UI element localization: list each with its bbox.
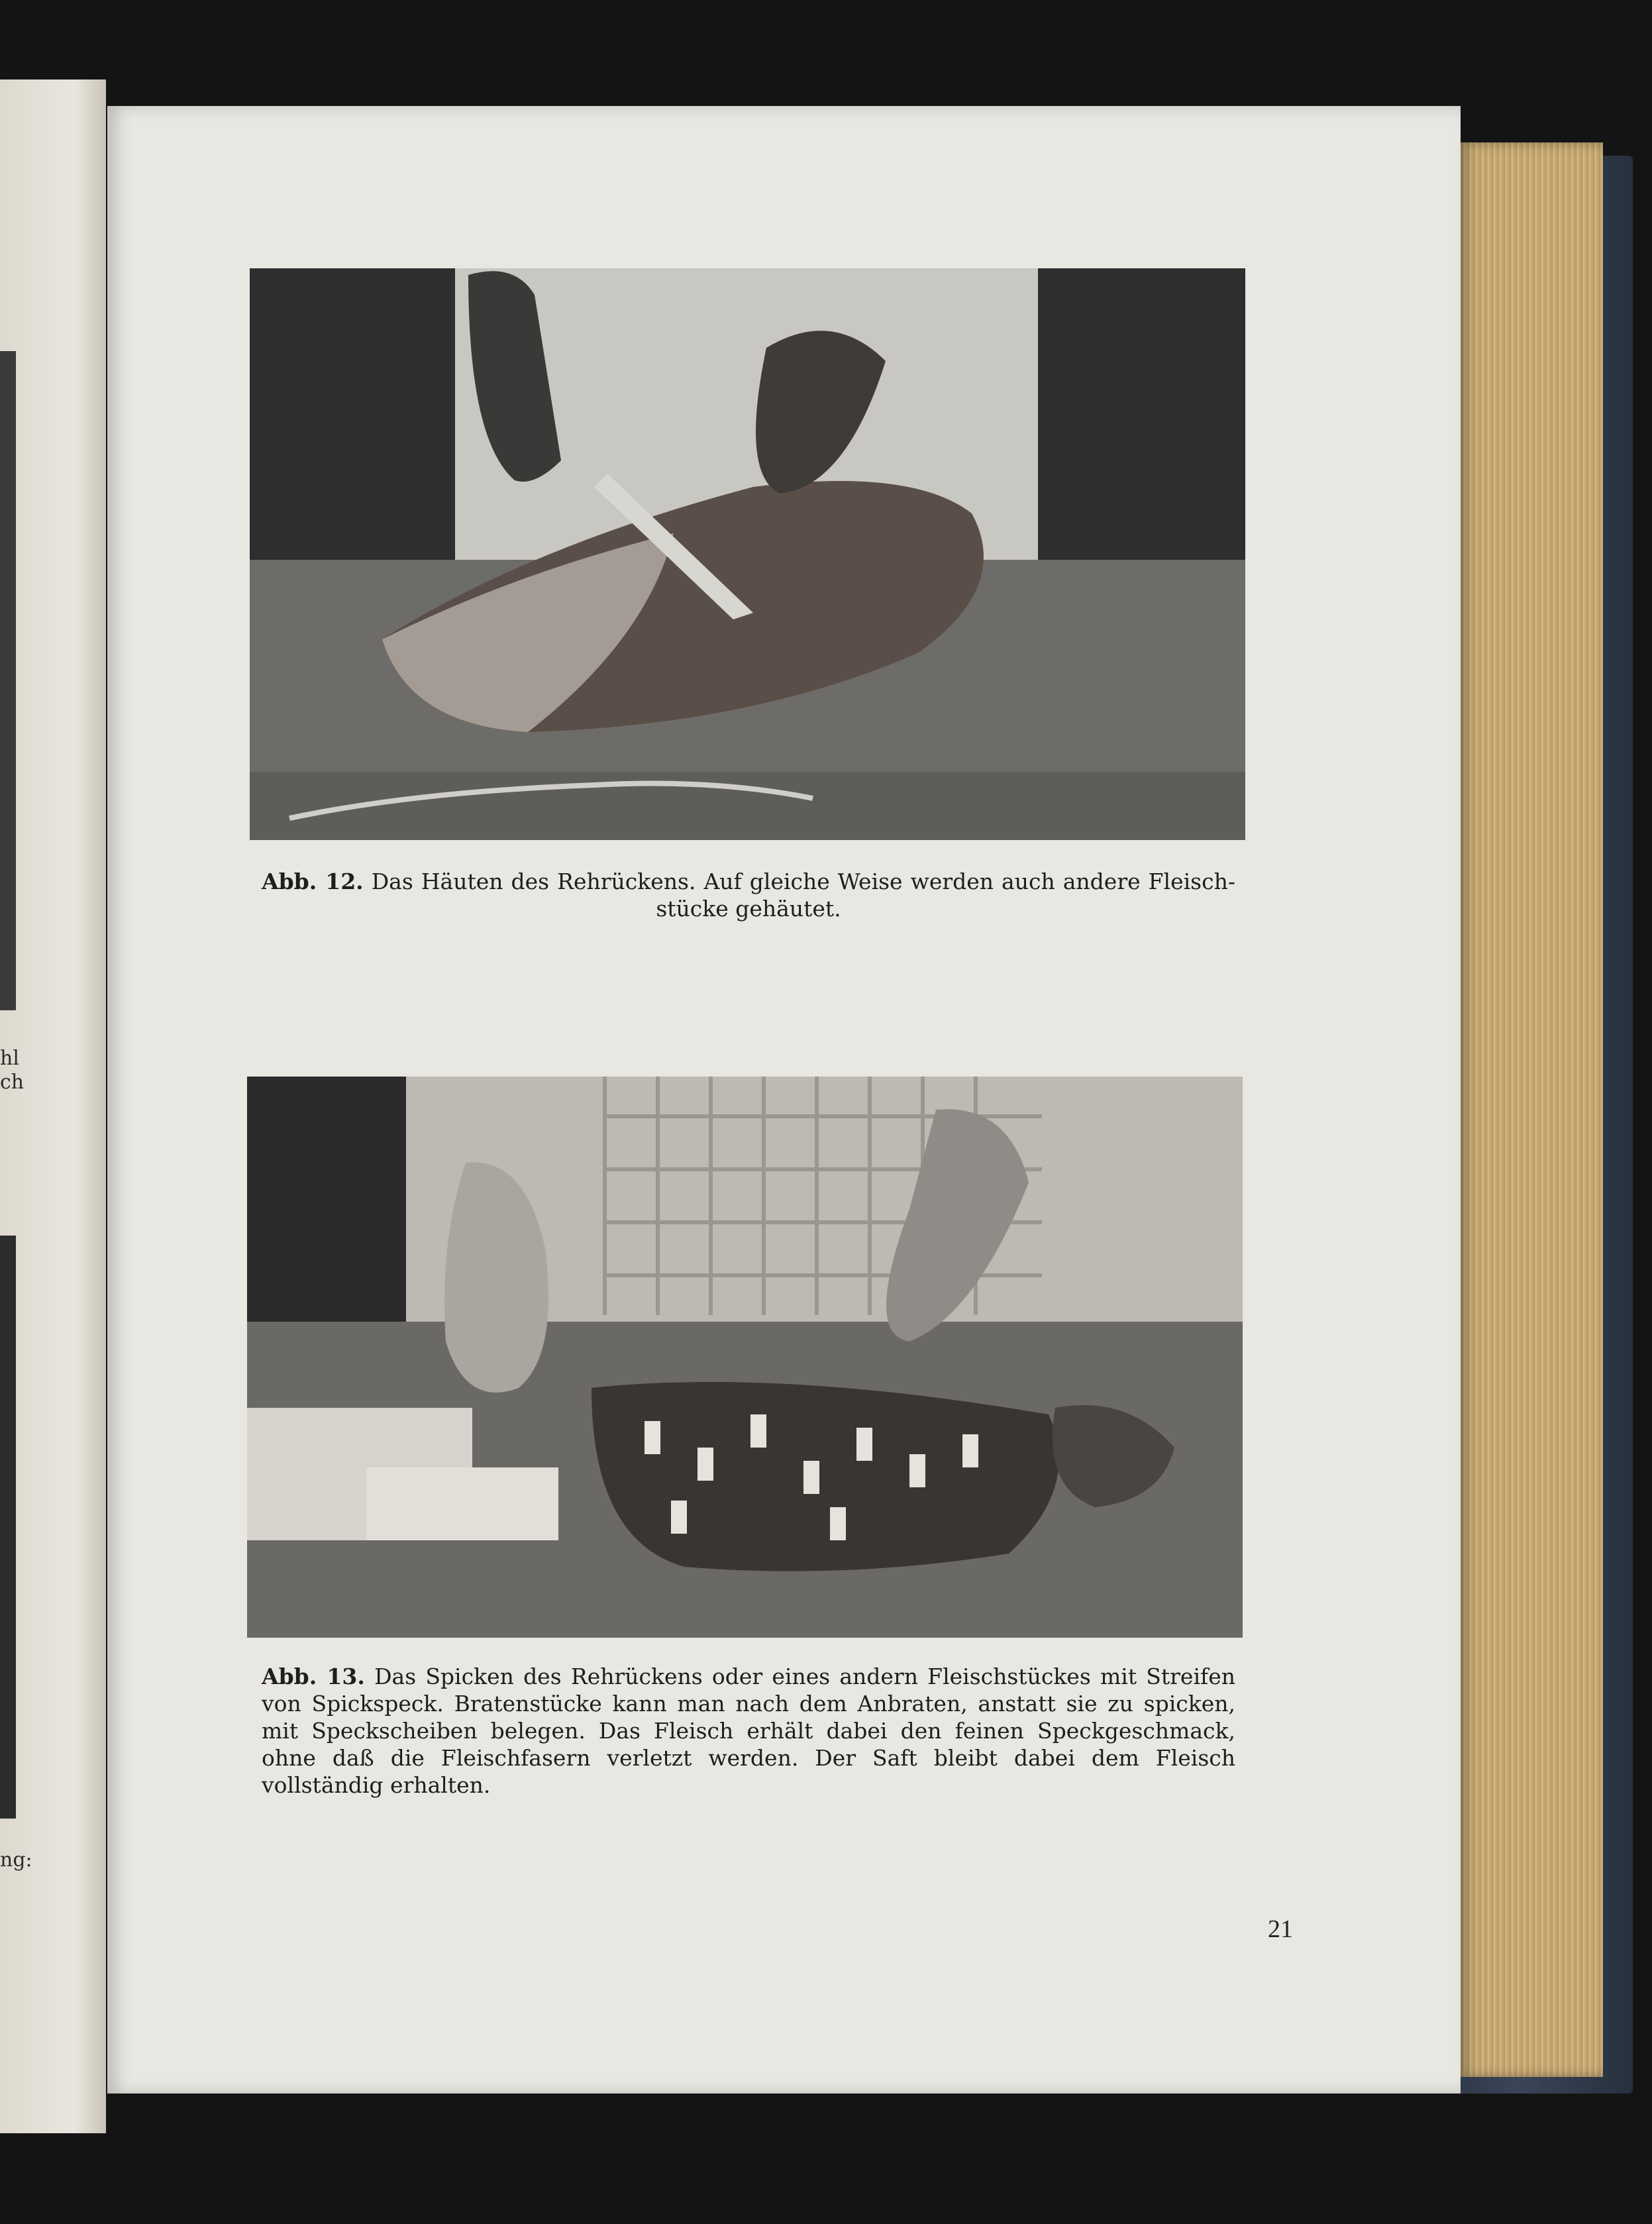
left-page-photo-fragment bbox=[0, 351, 16, 1010]
page-edges bbox=[1461, 142, 1603, 2077]
figure-13-label: Abb. 13. bbox=[262, 1664, 365, 1689]
book-page bbox=[107, 106, 1461, 2093]
figure-13-photo bbox=[247, 1077, 1243, 1638]
figure-12-caption-text: Das Häuten des Rehrückens. Auf gleiche Weise werden auch andere Fleisch-stücke gehäutet. bbox=[371, 869, 1235, 922]
figure-13-caption bbox=[262, 1663, 1235, 1799]
figure-12-photo bbox=[250, 268, 1245, 840]
left-page bbox=[0, 79, 106, 2133]
figure-12-caption bbox=[262, 868, 1235, 922]
figure-12-label: Abb. 12. bbox=[262, 869, 364, 894]
left-page-text-fragment: ng: bbox=[0, 1848, 32, 1872]
left-page-text-fragment: hl ch bbox=[0, 1047, 25, 1094]
page-number: 21 bbox=[1268, 1915, 1293, 1943]
left-page-photo-fragment bbox=[0, 1236, 16, 1819]
figure-13-caption-text: Das Spicken des Rehrückens oder eines andern Fleischstückes mit Streifen von Spickspeck. Bratenstücke kann man nach dem Anbraten, anstatt sie zu spicken, mit Speckscheiben belegen. Das Fleisch erhält dabei den feinen Speckgeschmack, ohne daß die Fleischfasern verletzt werden. Der Saft bleibt dabei dem Fleisch vollständig erhalten. bbox=[262, 1664, 1235, 1798]
